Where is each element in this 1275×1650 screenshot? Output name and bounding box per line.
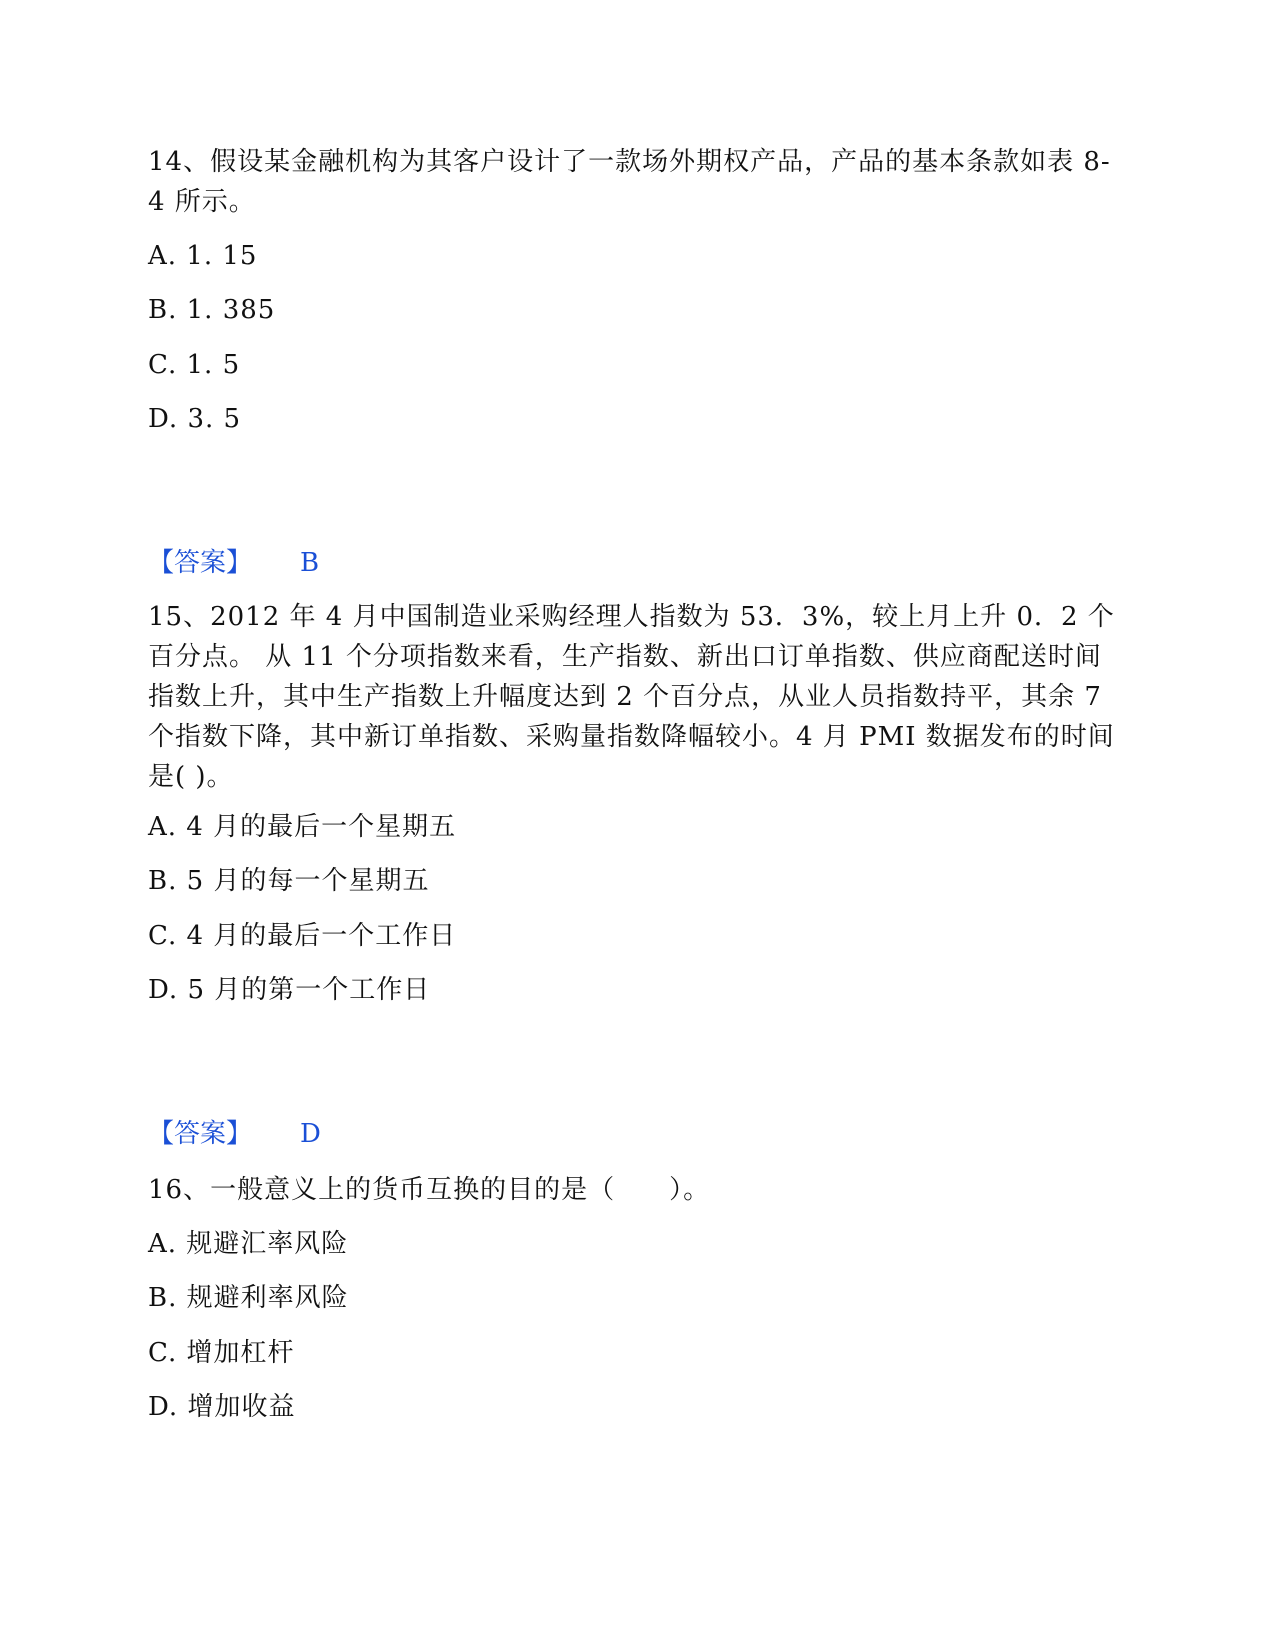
question-16 [148, 1170, 1128, 1210]
question-15-option-b: B. 5 月的每一个星期五 [148, 866, 430, 896]
question-14-option-d: D. 3. 5 [148, 404, 242, 434]
question-16-option-c: C. 增加杠杆 [148, 1338, 295, 1368]
question-15-option-c: C. 4 月的最后一个工作日 [148, 921, 457, 951]
answer-value: B [300, 548, 320, 578]
answer-value: D [300, 1119, 321, 1149]
question-14-text: 14、假设某金融机构为其客户设计了一款场外期权产品，产品的基本条款如表 8-4 所示。 [148, 147, 1111, 217]
question-16-option-a: A. 规避汇率风险 [148, 1229, 349, 1259]
answer-tag: 【答案】 [148, 1119, 253, 1149]
question-15-text: 15、2012 年 4 月中国制造业采购经理人指数为 53．3%，较上月上升 0．2 个百分点。 从 11 个分项指数来看，生产指数、新出口订单指数、供应商配送时间指数上升，其中生产指数上升幅度达到 2 个百分点，从业人员指数持平，其余 7 个指数下降，其中新订单指数、采购量指数降幅较小。4 月 PMI 数据发布的时间是( )。 [148, 602, 1115, 792]
question-16-text: 16、一般意义上的货币互换的目的是（ ）。 [148, 1175, 711, 1205]
question-15-option-d: D. 5 月的第一个工作日 [148, 975, 431, 1005]
answer-tag: 【答案】 [148, 548, 253, 578]
question-14-answer [148, 543, 319, 583]
question-16-option-b: B. 规避利率风险 [148, 1283, 349, 1313]
question-16-option-d: D. 增加收益 [148, 1392, 296, 1422]
question-14-option-b: B. 1. 385 [148, 295, 276, 325]
question-14-option-a: A. 1. 15 [148, 241, 258, 271]
question-14 [148, 142, 1128, 222]
question-14-option-c: C. 1. 5 [148, 350, 241, 380]
question-15-answer [148, 1114, 321, 1154]
question-15-option-a: A. 4 月的最后一个星期五 [148, 812, 457, 842]
question-15 [148, 597, 1128, 797]
